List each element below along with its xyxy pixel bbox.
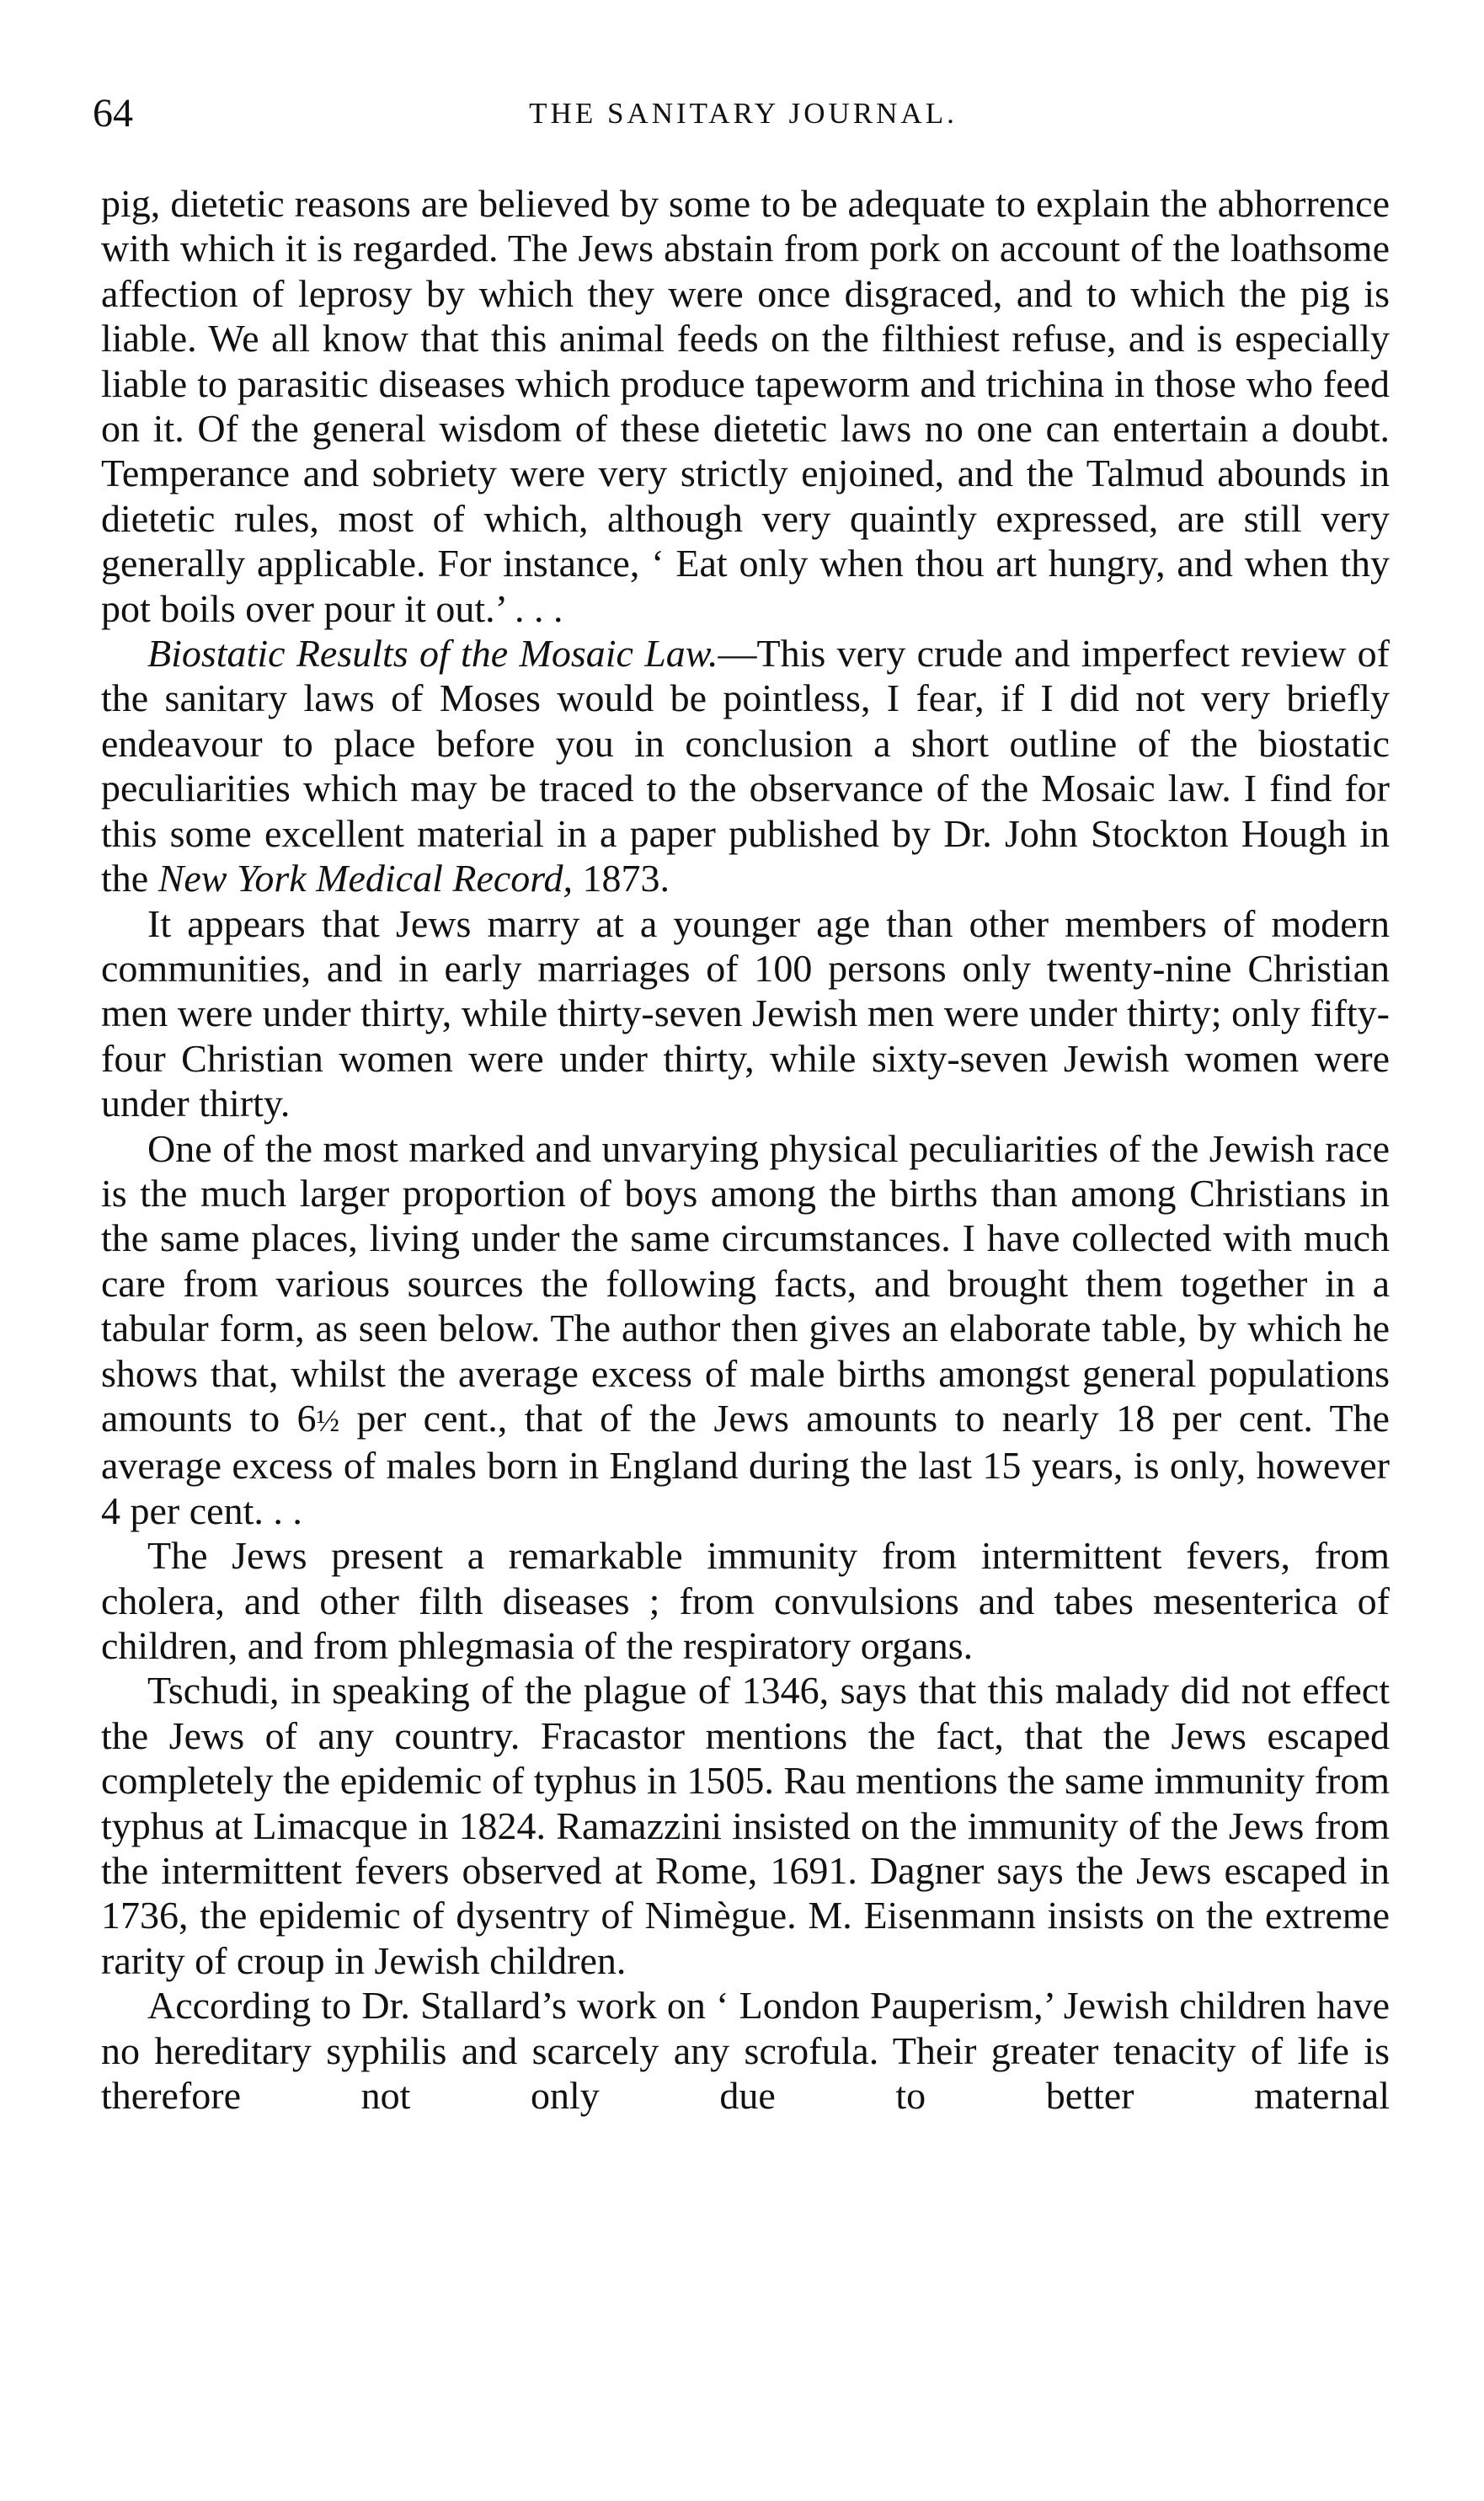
section-heading: Biostatic Results of the Mosaic Law. [147, 632, 718, 676]
page-header [93, 88, 1394, 139]
paragraph-text: per cent., that of the Jews amounts to nearly 18 per cent. The average excess of males born in England during the last 15 years, is only, however 4 per cent. . . [101, 1396, 1390, 1532]
paragraph-dietetic-laws: pig, dietetic reasons are believed by some to be adequate to explain the abhorrence with which it is regarded. The Jews abstain from pork on account of the loathsome affection of leprosy by which they were once disgraced, and to which the pig is liable. We all know that this animal feeds on the filthiest refuse, and is especially liable to parasitic diseases which produce tapeworm and trichina in those who feed on it. Of the general wisdom of these dietetic laws no one can entertain a doubt. Temperance and sobriety were very strictly enjoined, and the Talmud abounds in dietetic rules, most of which, although very quaintly expressed, are still very generally applicable. For instance, ‘ Eat only when thou art hungry, and when thy pot boils over pour it out.’ . . . [101, 182, 1390, 630]
paragraph-immunity: The Jews present a remarkable immunity from intermittent fevers, from cholera, and other filth diseases ; from convulsions and tabes mesenterica of children, and from phlegmasia of the respiratory organs. [101, 1534, 1390, 1667]
paragraph-biostatic-results [101, 631, 1390, 900]
paragraph-epidemics: Tschudi, in speaking of the plague of 1346, says that this malady did not effect the Jews of any country. Fracastor mentions the fact, that the Jews escaped completely the epidemic of typhus in 1505. Rau mentions the same immunity from typhus at Limacque in 1824. Ramazzini insisted on the immunity of the Jews from the intermittent fevers observed at Rome, 1691. Dagner says the Jews escaped in 1736, the epidemic of dysentry of Nimègue. M. Eisenmann insists on the extreme rarity of croup in Jewish children. [101, 1669, 1390, 1982]
page-number: 64 [93, 91, 133, 136]
paragraph-text: —This very crude and imperfect review of the sanitary laws of Moses would be pointless, I fear, if I did not very briefly endeavour to place before you in conclusion a short outline of the biostatic peculiarities which may be traced to the observance of the Mosaic law. I find for this some excellent material in a paper published by Dr. John Stockton Hough in the [101, 632, 1390, 900]
paragraph-text: One of the most marked and unvarying physical peculiarities of the Jewish race is the much larger proportion of boys among the births than among Christians in the same places, living under the same circumstances. I have collected with much care from various sources the following facts, and brought them together in a tabular form, as seen below. The author then gives an elaborate table, by which he shows that, whilst the average excess of male births amongst general populations amounts to 6 [101, 1126, 1390, 1440]
running-head: THE SANITARY JOURNAL. [529, 97, 958, 130]
journal-year: 1873. [573, 857, 670, 900]
body-text [101, 181, 1390, 2118]
paragraph-london-pauperism: According to Dr. Stallard’s work on ‘ London Pauperism,’ Jewish children have no hereditary syphilis and scarcely any scrofula. Their greater tenacity of life is therefore not only due to better maternal [101, 1984, 1390, 2118]
paragraph-marriage-age: It appears that Jews marry at a younger age than other members of modern communities, and in early marriages of 100 persons only twenty-nine Christian men were under thirty, while thirty-seven Jewish men were under thirty; only fifty-four Christian women were under thirty, while sixty-seven Jewish women were under thirty. [101, 901, 1390, 1125]
fraction-half: ½ [316, 1403, 340, 1438]
paragraph-male-births [101, 1126, 1390, 1534]
journal-title: New York Medical Record, [157, 857, 574, 900]
